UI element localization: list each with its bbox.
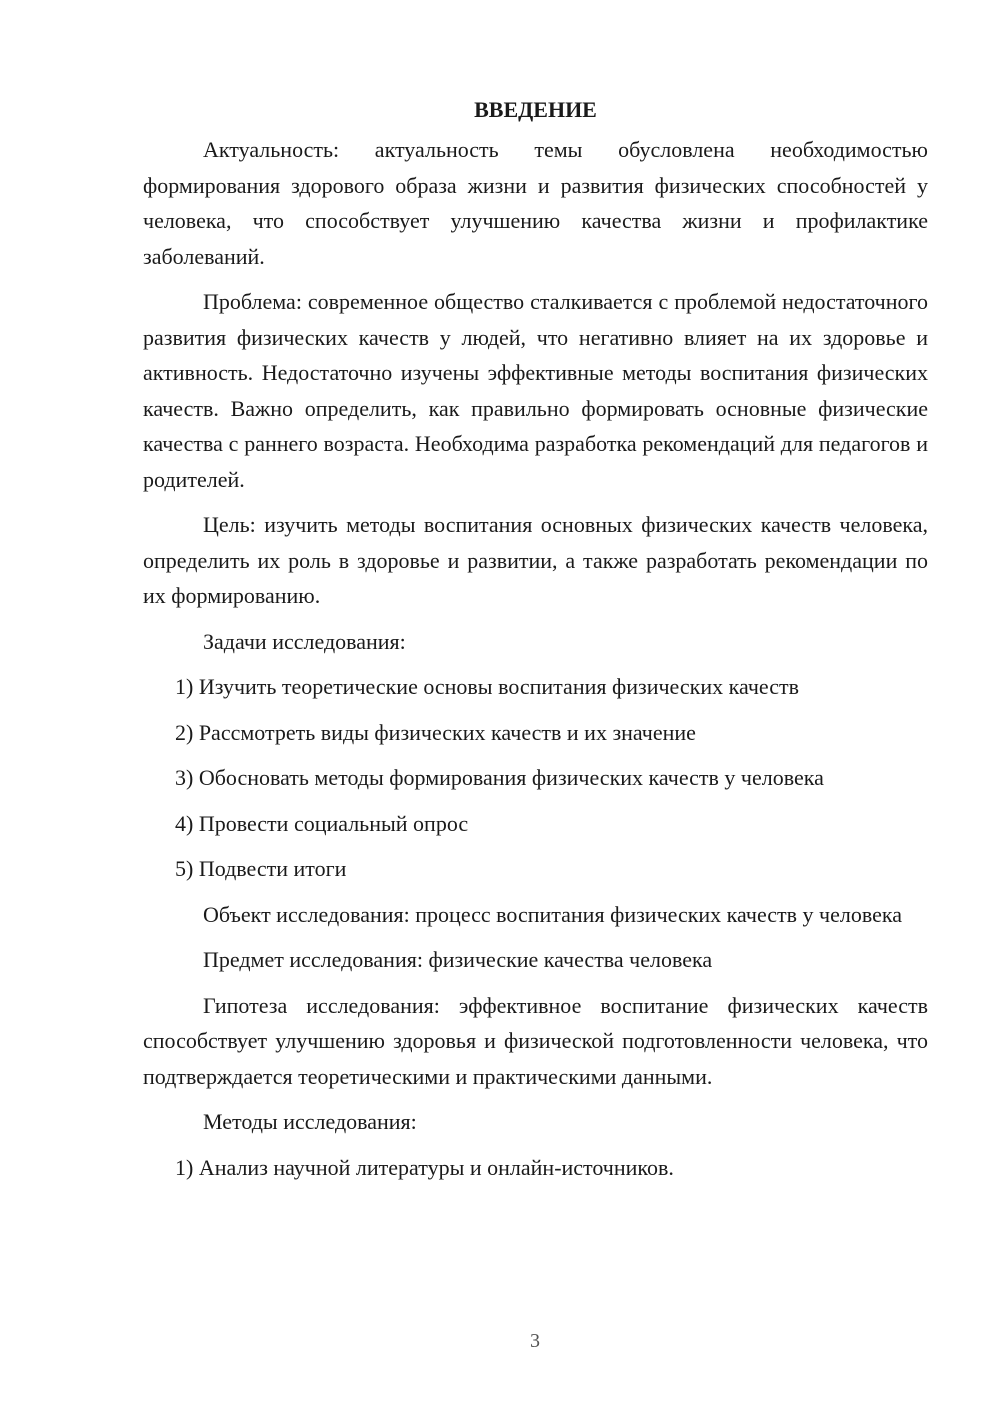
methods-list [143,1150,928,1186]
relevance-paragraph: Актуальность: актуальность темы обусловлена необходимостью формирования здорового образа жизни и развития физических способностей у человека, что способствует улучшению качества жизни и профилактике заболеваний. [143,137,928,269]
problem-paragraph: Проблема: современное общество сталкивается с проблемой недостаточного развития физических качеств у людей, что негативно влияет на их здоровье и активность. Недостаточно изучены эффективные методы воспитания физических качеств. Важно определить, как правильно формировать основные физические качества с раннего возраста. Необходима разработка рекомендаций для педагогов и родителей. [143,289,928,492]
list-item: 1) Изучить теоретические основы воспитания физических качеств [175,674,799,699]
page-number: 3 [530,1330,540,1352]
subject-paragraph: Предмет исследования: физические качества человека [203,947,713,972]
list-item: 2) Рассмотреть виды физических качеств и их значение [175,719,696,745]
object-paragraph: Объект исследования: процесс воспитания физических качеств у человека [203,901,903,927]
tasks-list [143,669,928,887]
list-item: 5) Подвести итоги [175,856,347,881]
document-page [143,92,928,1195]
list-item: 4) Провести социальный опрос [175,810,469,836]
tasks-heading: Задачи исследования: [203,628,406,654]
goal-paragraph: Цель: изучить методы воспитания основных физических качеств человека, определить их роль в здоровье и развитии, а также разработать рекомендации по их формированию. [143,512,928,608]
methods-heading: Методы исследования: [203,1109,417,1134]
list-item: 1) Анализ научной литературы и онлайн-источников. [175,1154,674,1180]
page-title: ВВЕДЕНИЕ [474,97,597,122]
list-item: 3) Обосновать методы формирования физических качеств у человека [175,765,824,790]
hypothesis-paragraph: Гипотеза исследования: эффективное воспитание физических качеств способствует улучшению здоровья и физической подготовленности человека, что подтверждается теоретическими и практическими данными. [143,992,928,1089]
